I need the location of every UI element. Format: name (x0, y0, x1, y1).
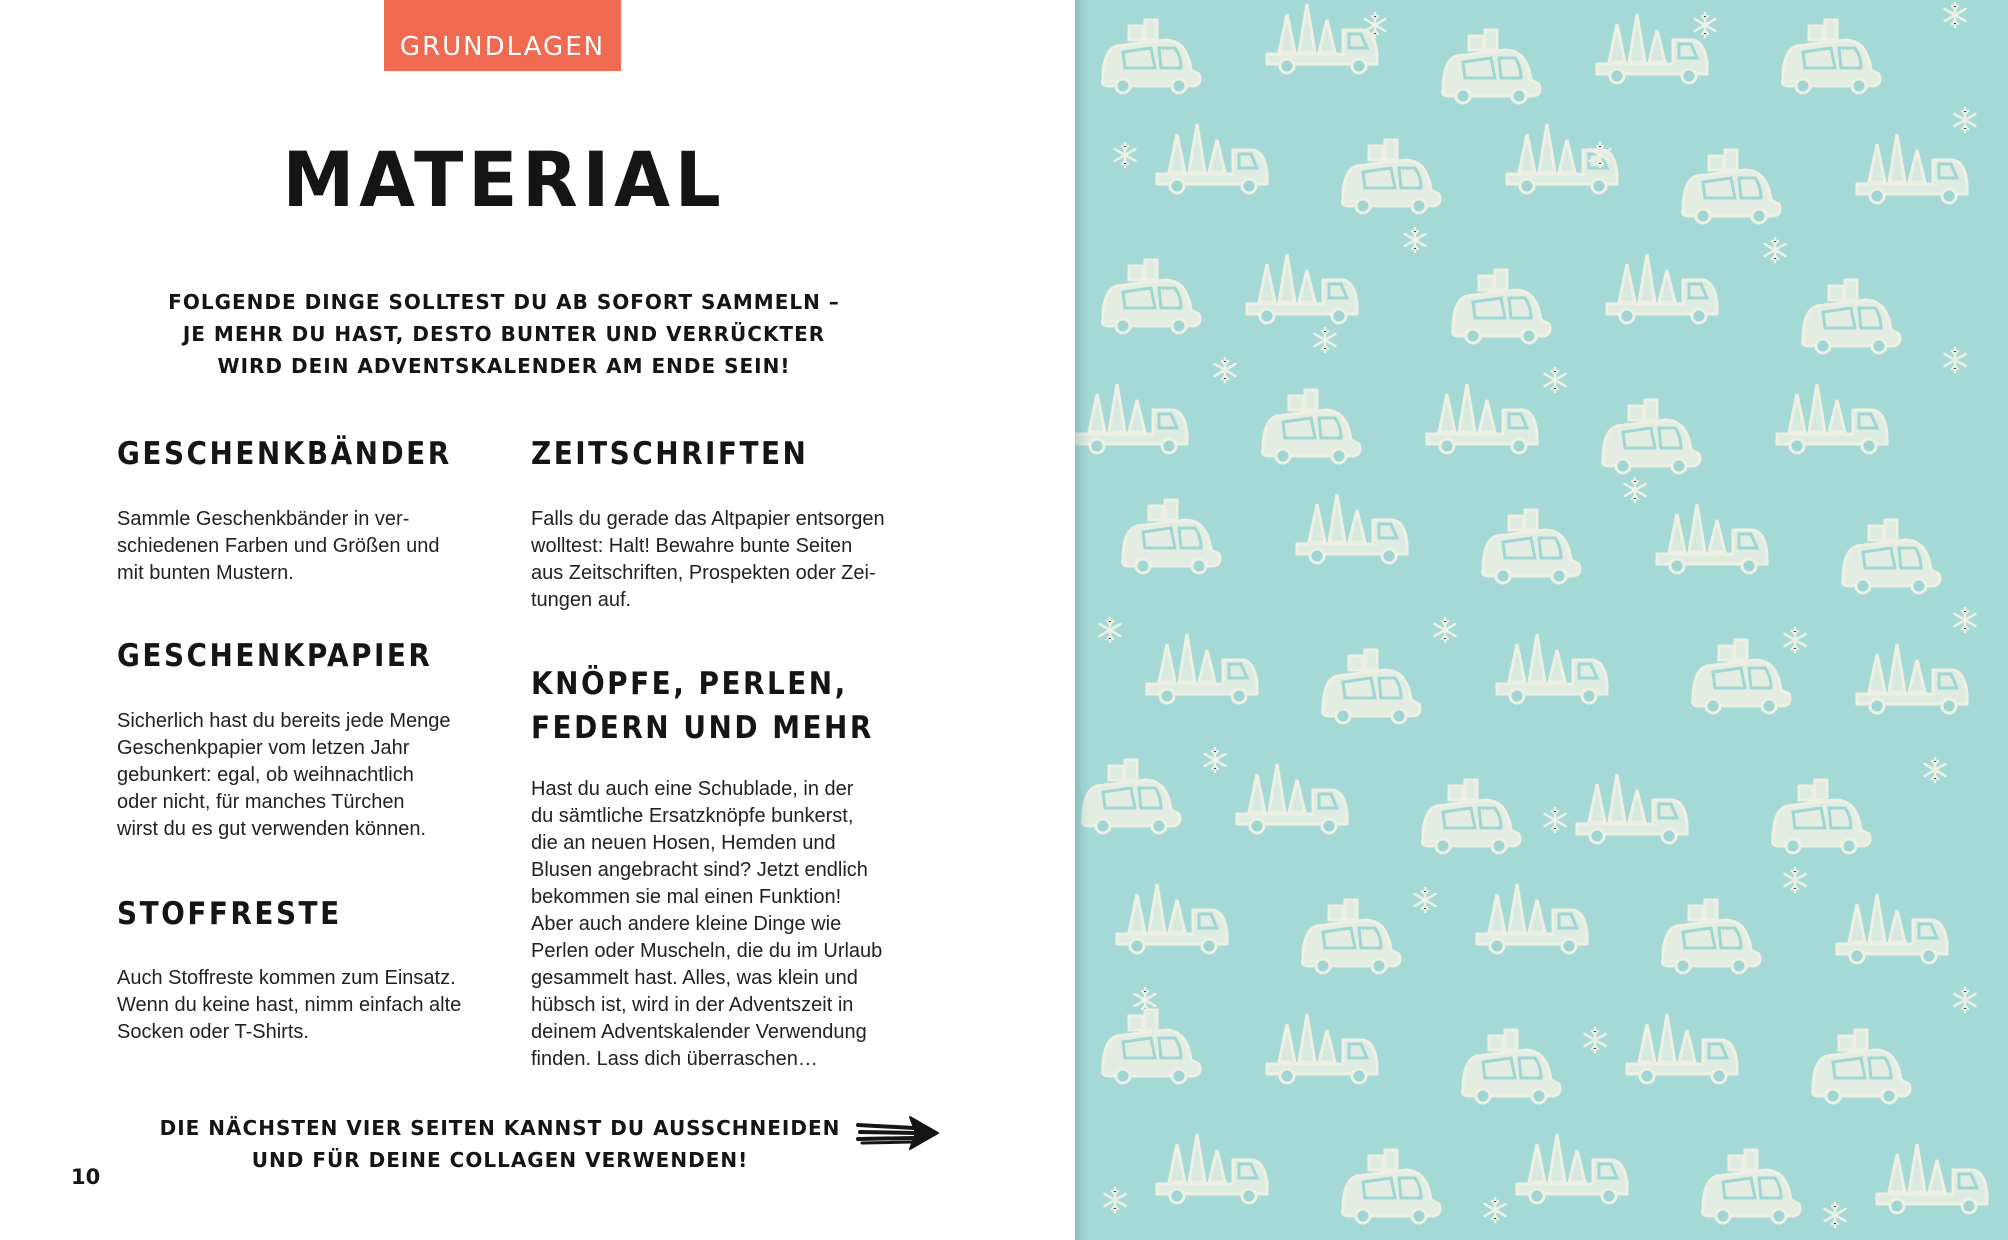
section-text: Hast du auch eine Schublade, in der du sämtliche Ersatzknöpfe bunkerst, die an neuen Hosen, Hemden und Blusen angebracht sind? Jetzt endlich bekommen sie mal einen Funktion! Aber auch andere kleine Dinge wie Perlen oder Muscheln, die du im Urlaub gesammelt hast. Alles, was klein und hübsch ist, wird in der Adventszeit in deinem Adventskalender Verwendung finden. Lass dich überraschen… (531, 778, 883, 1070)
section-text: Falls du gerade das Altpapier entsorgen wolltest: Halt! Bewahre bunte Seiten aus Zeitschriften, Prospekten oder Zei- tungen auf. (531, 508, 885, 611)
section-heading-line: FEDERN UND MEHR (531, 710, 874, 746)
section-text: Auch Stoffreste kommen zum Einsatz. Wenn du keine hast, nimm einfach alte Socken oder T-Shirts. (117, 967, 462, 1043)
section-stoffreste (117, 892, 497, 1046)
section-knoepfe-perlen-federn (531, 662, 921, 1073)
section-zeitschriften (531, 432, 911, 614)
page-title: MATERIAL (282, 135, 726, 224)
pattern-page (1075, 0, 2008, 1240)
section-heading-line: KNÖPFE, PERLEN, (531, 666, 848, 702)
intro-text: FOLGENDE DINGE SOLLTEST DU AB SOFORT SAMMELN – JE MEHR DU HAST, DESTO BUNTER UND VERRÜCKTER WIRD DEIN ADVENTSKALENDER AM ENDE SEIN! (168, 290, 840, 378)
page-fold-shadow (1075, 0, 1089, 1240)
section-text: Sammle Geschenkbänder in ver- schiedenen Farben und Größen und mit bunten Mustern. (117, 508, 440, 584)
section-geschenkbaender (117, 432, 497, 587)
section-text: Sicherlich hast du bereits jede Menge Geschenkpapier vom letzen Jahr gebunkert: egal, ob weihnachtlich oder nicht, für manches Türchen wirst du es gut verwenden können. (117, 710, 451, 840)
car-pattern (1075, 0, 2008, 1240)
section-heading: ZEITSCHRIFTEN (531, 436, 809, 472)
section-geschenkpapier (117, 634, 497, 843)
section-heading (531, 662, 921, 750)
arrow-right-icon (856, 1115, 940, 1151)
page-number: 10 (71, 1165, 101, 1189)
section-heading: GESCHENKPAPIER (117, 638, 433, 674)
footer-note: DIE NÄCHSTEN VIER SEITEN KANNST DU AUSSCHNEIDEN UND FÜR DEINE COLLAGEN VERWENDEN! (159, 1116, 841, 1172)
section-heading: STOFFRESTE (117, 896, 342, 932)
section-heading: GESCHENKBÄNDER (117, 436, 452, 472)
section-tab: GRUNDLAGEN (384, 0, 621, 71)
